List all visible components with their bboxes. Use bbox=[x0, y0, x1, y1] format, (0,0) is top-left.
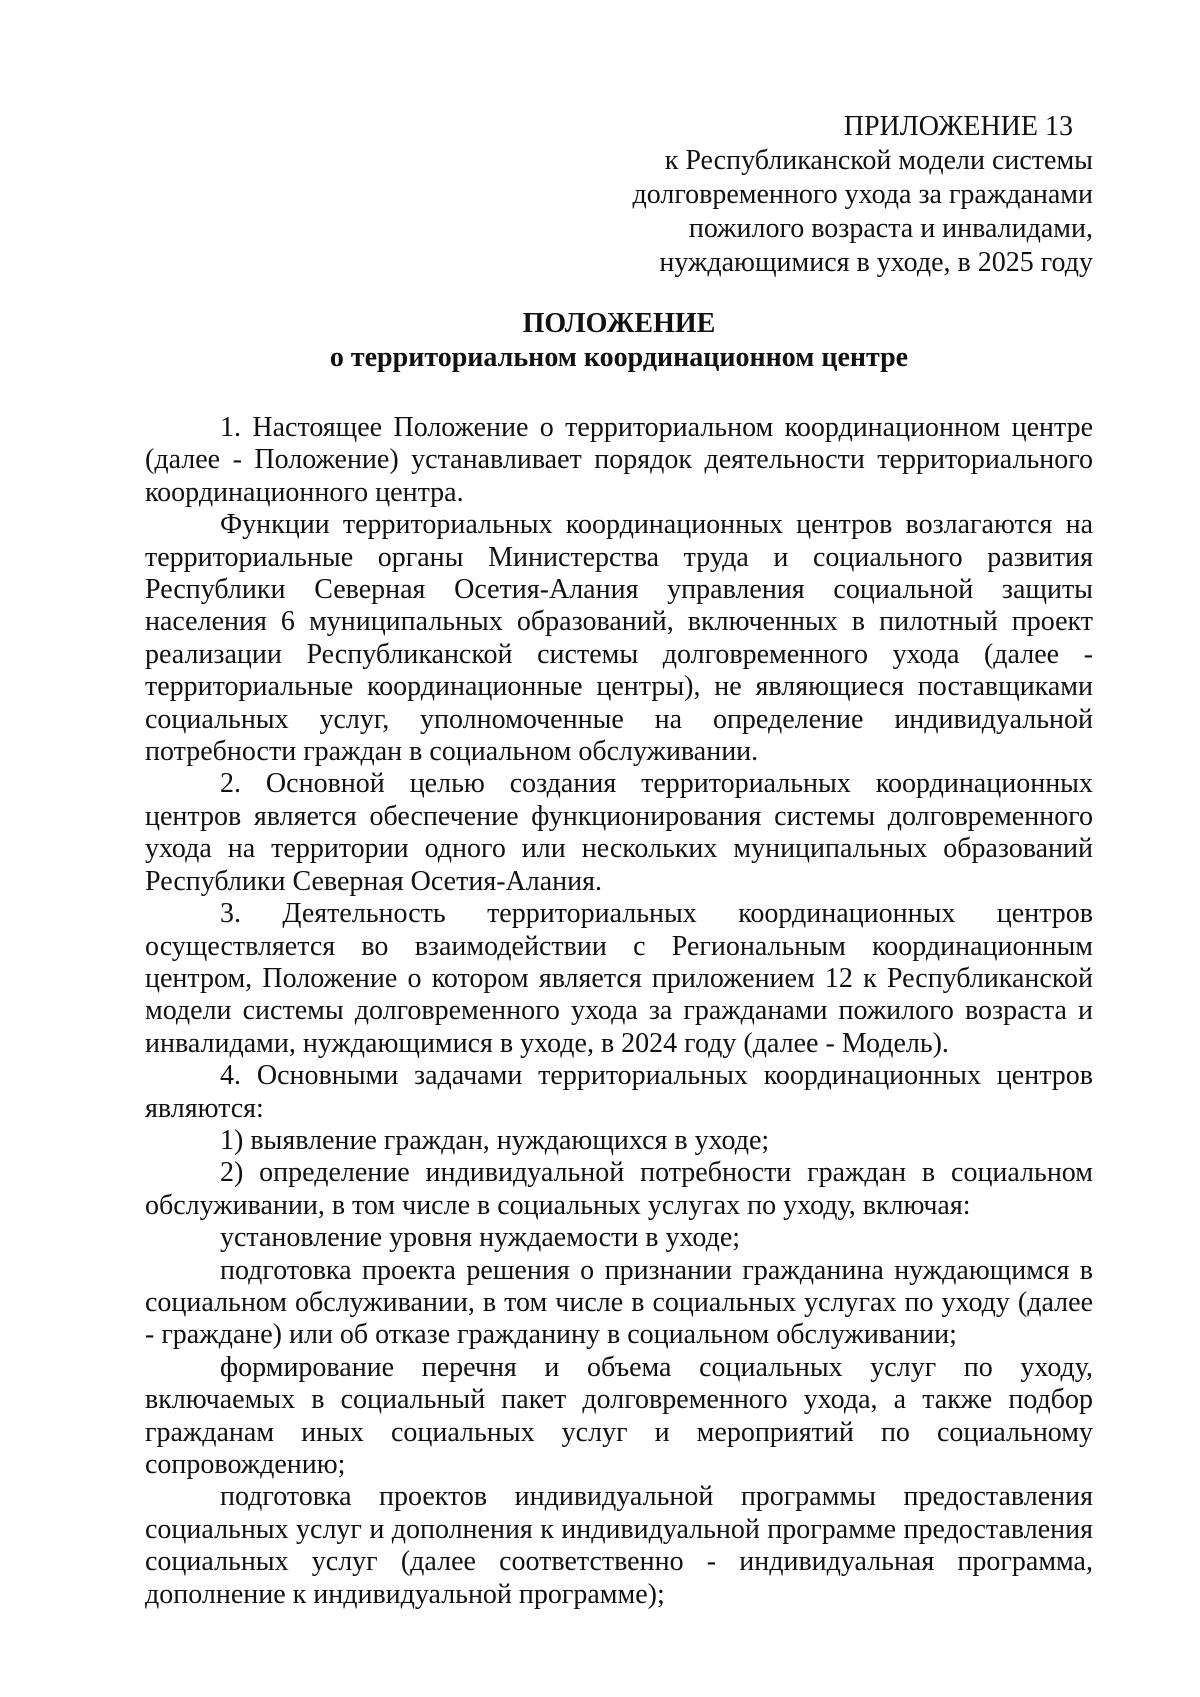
paragraph: 1. Настоящее Положение о территориальном координационном центре (далее - Положение) устанавливает порядок деятельности территориального координационного центра. bbox=[145, 412, 1093, 508]
paragraph: 3. Деятельность территориальных координационных центров осуществляется во взаимодействии с Региональным координационным центром, Положение о котором является приложением 12 к Республиканской модели системы долговременного ухода за гражданами пожилого возраста и инвалидами, нуждающимися в уходе, в 2024 году (далее - Модель). bbox=[145, 898, 1093, 1059]
title-main: ПОЛОЖЕНИЕ bbox=[522, 308, 716, 339]
document-title bbox=[145, 307, 1093, 375]
title-subtitle: о территориальном координационном центре bbox=[329, 342, 909, 373]
paragraph: Функции территориальных координационных центров возлагаются на территориальные органы Министерства труда и социального развития Республики Северная Осетия-Алания управления социальной защиты населения 6 муниципальных образований, включенных в пилотный проект реализации Республиканской системы долговременного ухода (далее - территориальные координационные центры), не являющиеся поставщиками социальных услуг, уполномоченные на определение индивидуальной потребности граждан в социальном обслуживании. bbox=[145, 509, 1093, 768]
appendix-line: к Республиканской модели системы bbox=[664, 145, 1093, 176]
paragraph: 2) определение индивидуальной потребности граждан в социальном обслуживании, в том числе в социальных услугах по уходу, включая: bbox=[145, 1157, 1093, 1221]
appendix-line: пожилого возраста и инвалидами, bbox=[688, 213, 1093, 244]
document-page bbox=[145, 110, 1093, 1611]
paragraph: установление уровня нуждаемости в уходе; bbox=[220, 1222, 741, 1254]
paragraph: подготовка проекта решения о признании гражданина нуждающимся в социальном обслуживании, в том числе в социальных услугах по уходу (далее - граждане) или об отказе гражданину в социальном обслуживании; bbox=[145, 1254, 1093, 1351]
appendix-header bbox=[145, 110, 1093, 280]
appendix-number: ПРИЛОЖЕНИЕ 13 bbox=[843, 111, 1073, 142]
paragraph: подготовка проектов индивидуальной программы предоставления социальных услуг и дополнения к индивидуальной программе предоставления социальных услуг (далее соответственно - индивидуальная программа, дополнение к индивидуальной программе); bbox=[145, 1481, 1093, 1610]
paragraph: формирование перечня и объема социальных услуг по уходу, включаемых в социальный пакет долговременного ухода, а также подбор гражданам иных социальных услуг и мероприятий по социальному сопровождению; bbox=[145, 1351, 1093, 1480]
paragraph: 1) выявление граждан, нуждающихся в уходе; bbox=[220, 1124, 770, 1156]
appendix-line: нуждающимися в уходе, в 2025 году bbox=[659, 247, 1093, 278]
paragraph: 4. Основными задачами территориальных координационных центров являются: bbox=[145, 1060, 1093, 1124]
paragraph: 2. Основной целью создания территориальных координационных центров является обеспечение функционирования системы долговременного ухода на территории одного или нескольких муниципальных образований Республики Северная Осетия-Алания. bbox=[145, 768, 1093, 897]
appendix-line: долговременного ухода за гражданами bbox=[632, 179, 1093, 210]
document-body bbox=[145, 412, 1093, 1611]
